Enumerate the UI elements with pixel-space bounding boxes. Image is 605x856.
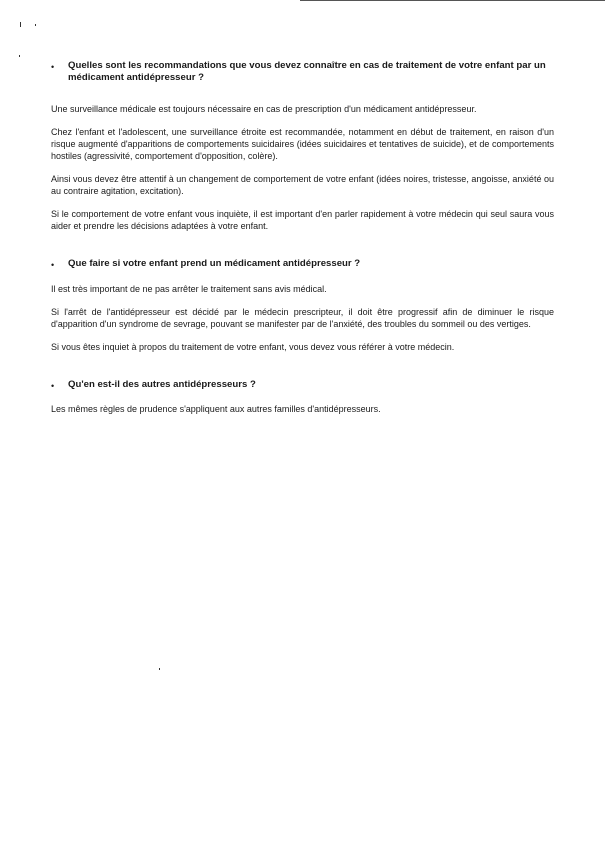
paragraph: Si vous êtes inquiet à propos du traitement de votre enfant, vous devez vous référer à votre médecin. <box>51 342 455 352</box>
paragraph: Il est très important de ne pas arrêter le traitement sans avis médical. <box>51 284 327 294</box>
scan-mark <box>19 55 20 57</box>
bullet-icon: • <box>51 381 55 391</box>
section-heading-what-to-do <box>51 258 554 271</box>
bullet-icon: • <box>51 260 55 270</box>
paragraph: Si l'arrêt de l'antidépresseur est décidé par le médecin prescripteur, il doit être progressif afin de diminuer le risque d'apparition d'un syndrome de sevrage, pouvant se manifester par de l'anxiété, des troubles du sommeil ou des vertiges. <box>51 307 554 329</box>
section-heading-text: Quelles sont les recommandations que vous devez connaître en cas de traitement de votre enfant par un médicament antidépresseur ? <box>68 60 546 83</box>
scan-mark <box>35 24 36 26</box>
paragraph: Ainsi vous devez être attentif à un changement de comportement de votre enfant (idées noires, tristesse, angoisse, anxiété ou au contraire agitation, excitation). <box>51 174 554 196</box>
section-heading-recommendations <box>51 60 554 84</box>
section-heading-other-antidepressants <box>51 379 554 392</box>
paragraph: Les mêmes règles de prudence s'appliquent aux autres familles d'antidépresseurs. <box>51 404 381 414</box>
section-heading-text: Que faire si votre enfant prend un médicament antidépresseur ? <box>68 258 361 269</box>
scan-mark <box>159 668 160 670</box>
paragraph: Si le comportement de votre enfant vous inquiète, il est important d'en parler rapidement à votre médecin qui seul saura vous aider et prendre les décisions adaptées à votre enfant. <box>51 209 554 231</box>
document-body <box>51 60 554 415</box>
paragraph: Une surveillance médicale est toujours nécessaire en cas de prescription d'un médicament antidépresseur. <box>51 104 477 114</box>
bullet-icon: • <box>51 62 55 72</box>
paragraph: Chez l'enfant et l'adolescent, une surveillance étroite est recommandée, notamment en début de traitement, en raison d'un risque augmenté d'apparitions de comportements suicidaires (idées suicidaires et tentatives de suicide), et de comportements hostiles (agressivité, comportement d'opposition, colère). <box>51 127 554 161</box>
scan-top-rule <box>300 0 605 1</box>
scan-mark <box>20 22 21 27</box>
section-heading-text: Qu'en est-il des autres antidépresseurs ? <box>68 379 256 390</box>
